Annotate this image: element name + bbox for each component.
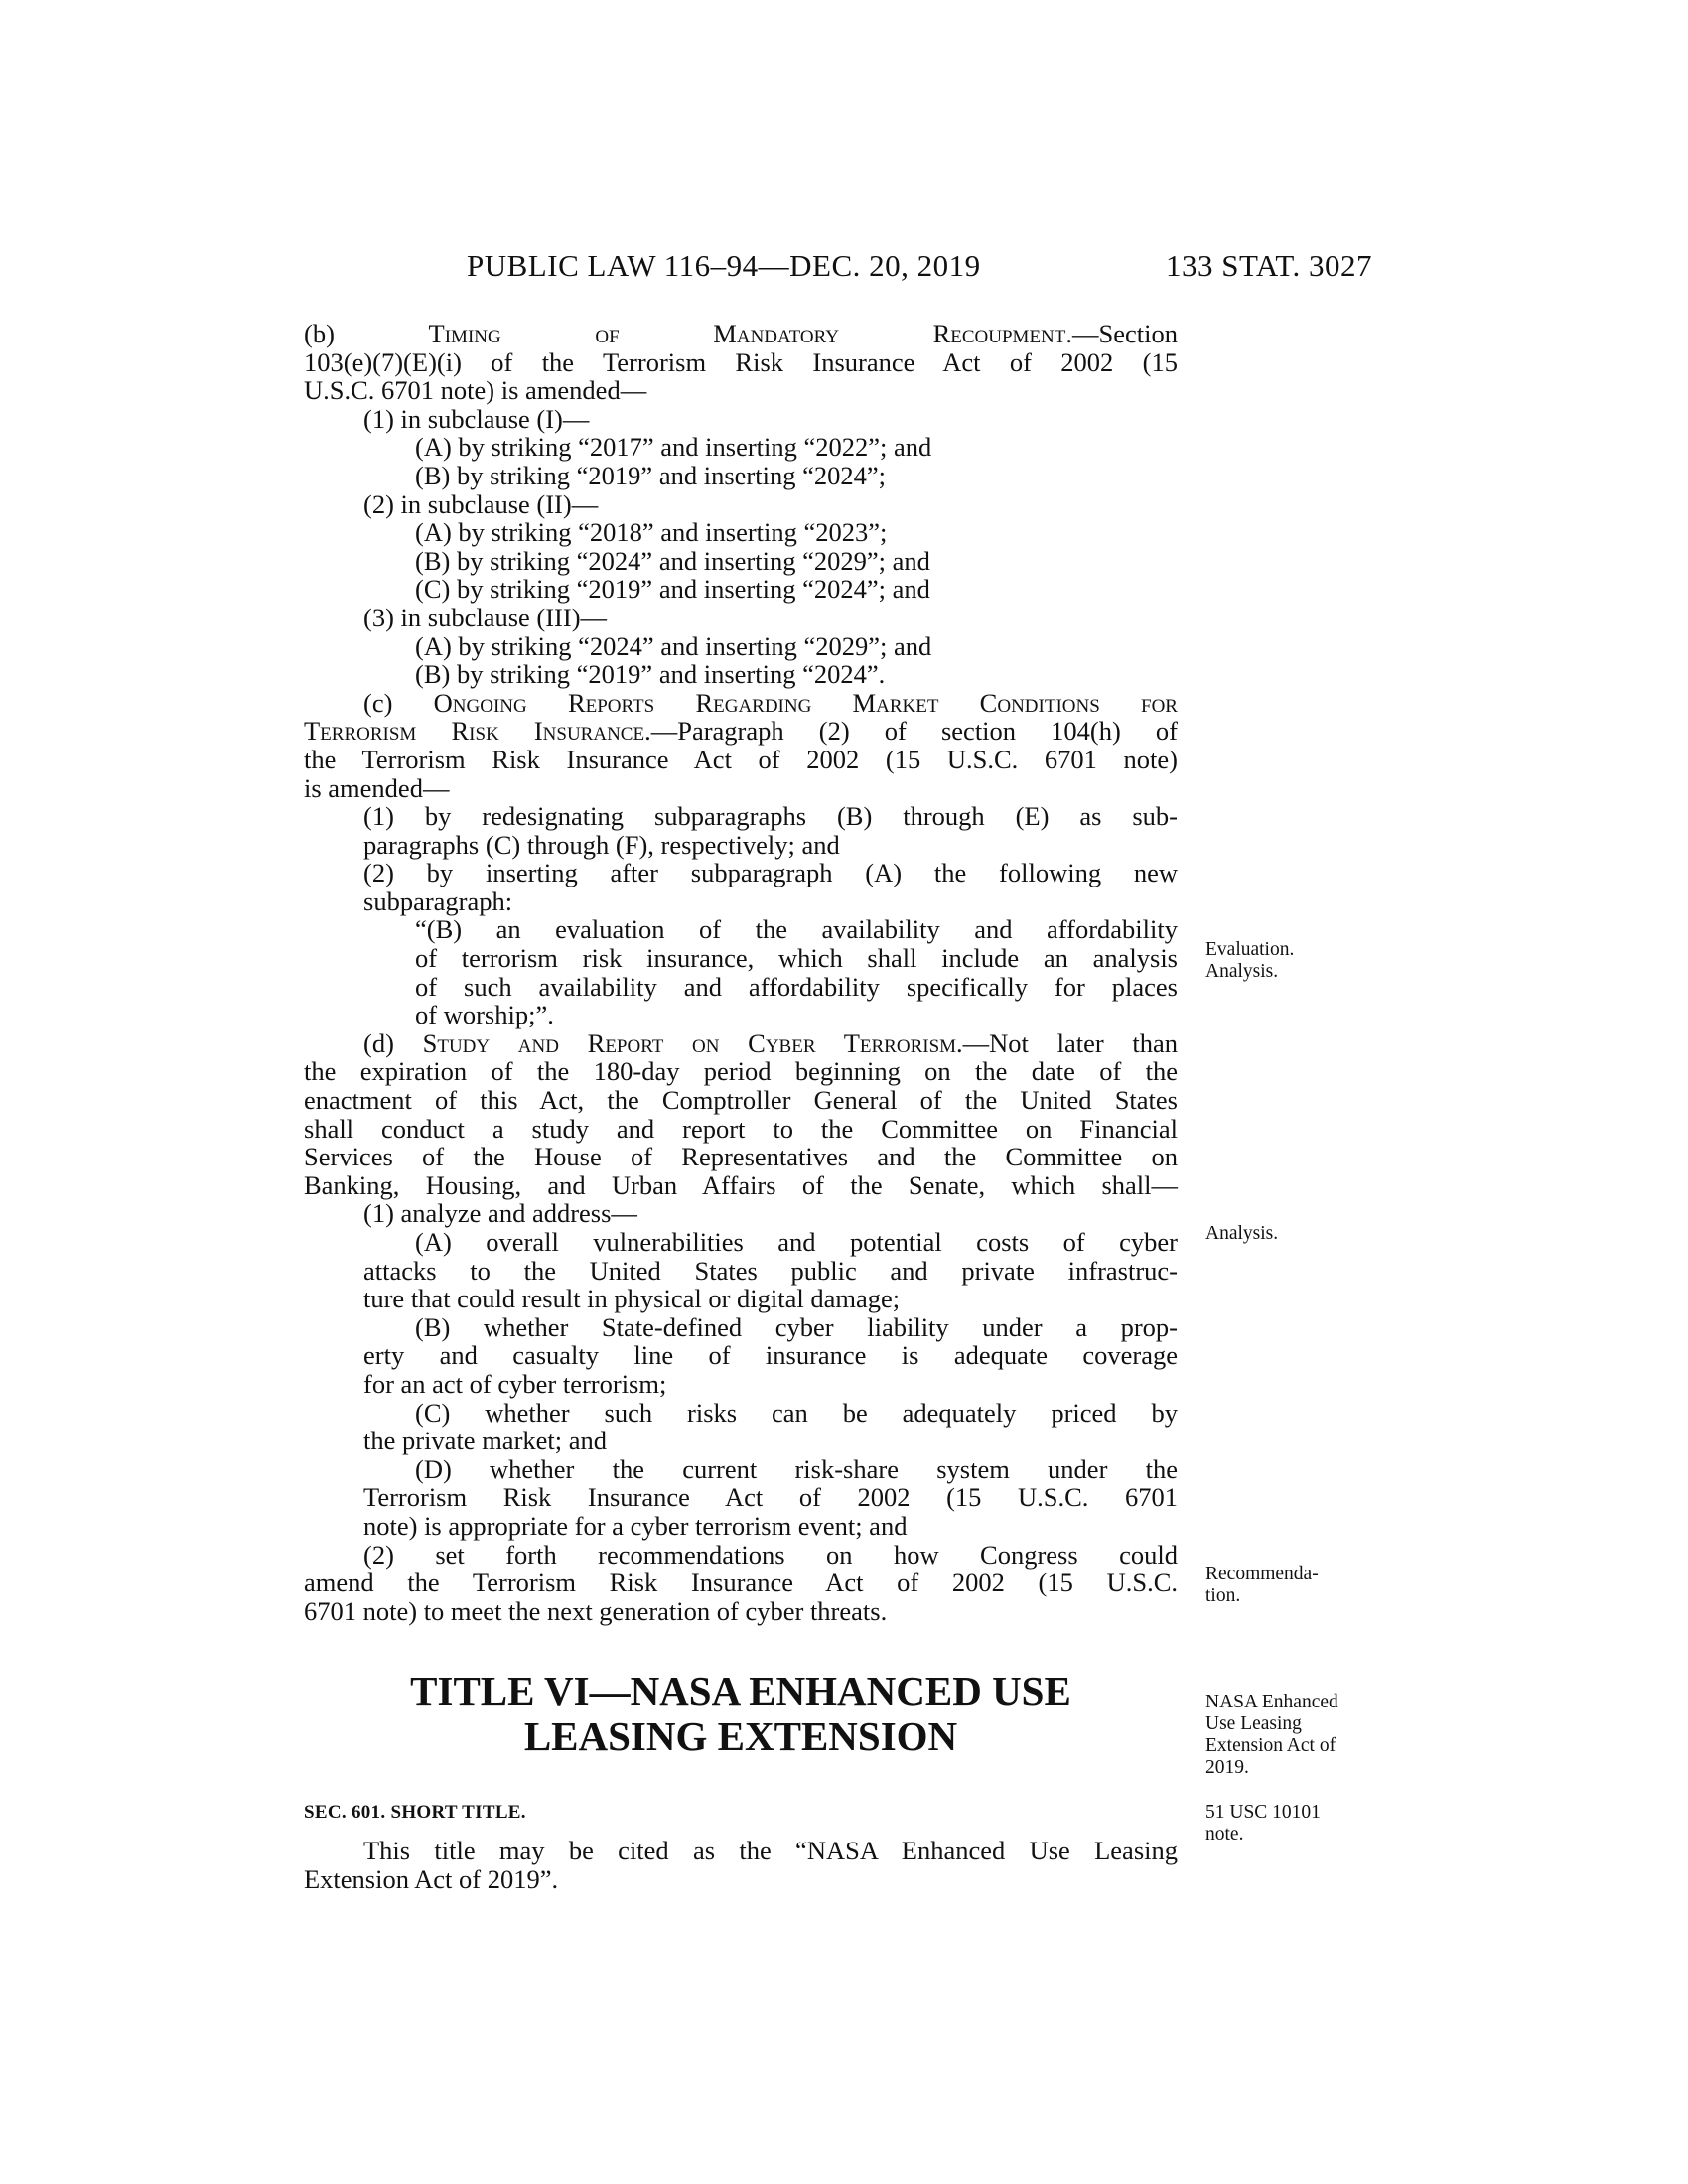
text-line: (c) Ongoing Reports Regarding Market Conditions for (363, 687, 1178, 718)
main-text (304, 320, 1178, 1625)
text-line: (2) in subclause (II)— (363, 488, 599, 519)
text-line: enactment of this Act, the Comptroller General of the United States (304, 1085, 1178, 1116)
text-line: (A) overall vulnerabilities and potential costs of cyber (415, 1227, 1178, 1257)
text-line: (1) in subclause (I)— (363, 403, 590, 434)
text-line: (B) whether State-defined cyber liability under a prop- (415, 1311, 1178, 1342)
small-caps-heading: Timing of Mandatory Recoupment (428, 319, 1066, 348)
small-caps-heading: Terrorism Risk Insurance (304, 716, 645, 747)
text-line: the expiration of the 180-day period beginning on the date of the (304, 1056, 1178, 1087)
text-line: 103(e)(7)(E)(i) of the Terrorism Risk Insurance Act of 2002 (15 (304, 346, 1178, 377)
title-line-1: TITLE VI—NASA ENHANCED USE (410, 1668, 1071, 1713)
text-line: (B) by striking “2019” and inserting “2024”. (415, 659, 886, 690)
text-line: (B) by striking “2019” and inserting “2024”; (415, 460, 886, 490)
text-line: of worship;”. (415, 1000, 554, 1030)
text-line: Terrorism Risk Insurance.—Paragraph (2) of section 104(h) of (304, 716, 1179, 747)
small-caps-heading: Ongoing Reports Regarding Market Conditions for (433, 687, 1178, 718)
text-line: (1) analyze and address— (363, 1198, 637, 1229)
text-line: ture that could result in physical or digital damage; (363, 1284, 901, 1314)
text-line: note) is appropriate for a cyber terrorism event; and (363, 1510, 908, 1541)
text-line: (d) Study and Report on Cyber Terrorism.—Not later than (363, 1027, 1178, 1058)
text-line: Services of the House of Representatives and the Committee on (304, 1142, 1178, 1172)
text-line: for an act of cyber terrorism; (363, 1368, 667, 1399)
text-line: (2) set forth recommendations on how Congress could (363, 1539, 1178, 1570)
margin-note-recommendation: Recommenda- tion. (1205, 1564, 1319, 1606)
text-line: U.S.C. 6701 note) is amended— (304, 375, 647, 406)
text-line: of such availability and affordability specifically for places (415, 971, 1178, 1002)
text-line: (b) Timing of Mandatory Recoupment.—Section (304, 319, 1178, 348)
text-line: (D) whether the current risk-share system under the (415, 1453, 1178, 1484)
text-line: 6701 note) to meet the next generation of cyber threats. (304, 1595, 888, 1626)
section-heading: SEC. 601. SHORT TITLE. (304, 1802, 526, 1823)
margin-note-analysis: Analysis. (1205, 1223, 1279, 1244)
text-line: (A) by striking “2018” and inserting “2023”; (415, 517, 888, 548)
text-line: (3) in subclause (III)— (363, 602, 608, 632)
text-line: Banking, Housing, and Urban Affairs of the Senate, which shall— (304, 1169, 1178, 1200)
text-line: the private market; and (363, 1426, 608, 1456)
small-caps-heading: Study and Report on Cyber Terrorism (422, 1027, 957, 1058)
text-line: (C) whether such risks can be adequately priced by (415, 1397, 1178, 1428)
text-line: “(B) an evaluation of the availability and affordability (415, 914, 1178, 945)
title-heading (304, 1668, 1178, 1759)
text-line: of terrorism risk insurance, which shall include an analysis (415, 943, 1178, 974)
margin-note-evaluation: Evaluation. Analysis. (1205, 939, 1295, 982)
text-line: (2) by inserting after subparagraph (A) the following new (363, 858, 1178, 888)
margin-note-usc: 51 USC 10101 note. (1205, 1802, 1321, 1844)
margin-note-nasa: NASA Enhanced Use Leasing Extension Act of 2019. (1205, 1692, 1338, 1778)
running-header-right: 133 STAT. 3027 (1165, 248, 1372, 283)
text-line: subparagraph: (363, 886, 513, 916)
text-line: (B) by striking “2024” and inserting “2029”; and (415, 545, 930, 576)
text-line: (A) by striking “2024” and inserting “2029”; and (415, 630, 932, 661)
text-line: shall conduct a study and report to the Committee on Financial (304, 1113, 1178, 1144)
section-text-line: Extension Act of 2019”. (304, 1863, 559, 1894)
text-line: amend the Terrorism Risk Insurance Act of 2002 (15 U.S.C. (304, 1568, 1178, 1598)
title-line-2: LEASING EXTENSION (523, 1713, 958, 1759)
text-line: (1) by redesignating subparagraphs (B) through (E) as sub- (363, 801, 1178, 832)
text-line: (A) by striking “2017” and inserting “2022”; and (415, 432, 932, 463)
running-header-left: PUBLIC LAW 116–94—DEC. 20, 2019 (467, 248, 981, 283)
text-line: Terrorism Risk Insurance Act of 2002 (15 U.S.C. 6701 (363, 1482, 1178, 1513)
text-line: the Terrorism Risk Insurance Act of 2002 (15 U.S.C. 6701 note) (304, 744, 1178, 774)
text-line: erty and casualty line of insurance is adequate coverage (363, 1340, 1178, 1371)
section-text (304, 1837, 1178, 1893)
text-line: (C) by striking “2019” and inserting “2024”; and (415, 574, 930, 605)
text-line: paragraphs (C) through (F), respectively; and (363, 829, 840, 860)
section-text-line: This title may be cited as the “NASA Enhanced Use Leasing (363, 1836, 1178, 1865)
text-line: is amended— (304, 772, 450, 803)
text-line: attacks to the United States public and private infrastruc- (363, 1255, 1178, 1286)
